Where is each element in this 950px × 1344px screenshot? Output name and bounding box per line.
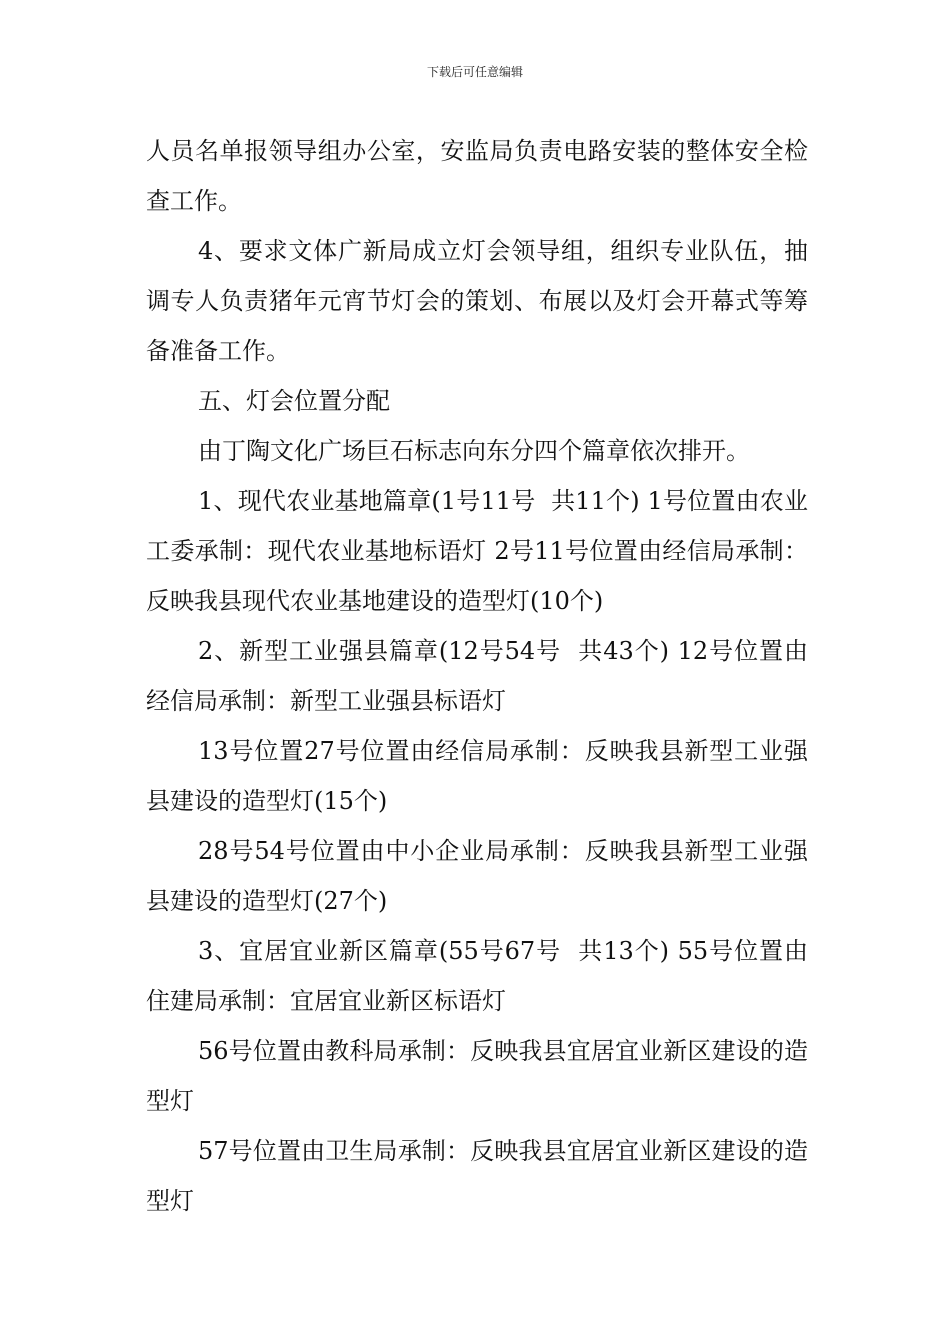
paragraph-7: 28号54号位置由中小企业局承制：反映我县新型工业强县建设的造型灯(27个): [146, 837, 808, 915]
paragraph-5: 2、新型工业强县篇章(12号54号 共43个) 12号位置由经信局承制：新型工业强县标语灯: [146, 637, 808, 715]
paragraph-2: 4、要求文体广新局成立灯会领导组，组织专业队伍，抽调专人负责猪年元宵节灯会的策划、布展以及灯会开幕式等筹备准备工作。: [146, 237, 808, 365]
paragraph-6: 13号位置27号位置由经信局承制：反映我县新型工业强县建设的造型灯(15个): [146, 737, 808, 815]
paragraph-10: 57号位置由卫生局承制：反映我县宜居宜业新区建设的造型灯: [146, 1137, 808, 1215]
paragraph-3: 由丁陶文化广场巨石标志向东分四个篇章依次排开。: [198, 437, 750, 465]
paragraph-9: 56号位置由教科局承制：反映我县宜居宜业新区建设的造型灯: [146, 1037, 808, 1115]
paragraph-1: 人员名单报领导组办公室，安监局负责电路安装的整体安全检查工作。: [146, 137, 808, 215]
section-heading: 五、灯会位置分配: [198, 387, 390, 415]
paragraph-4: 1、现代农业基地篇章(1号11号 共11个) 1号位置由农业工委承制：现代农业基地标语灯 2号11号位置由经信局承制：反映我县现代农业基地建设的造型灯(10个): [146, 487, 808, 615]
page-header: 下载后可任意编辑: [426, 65, 523, 79]
paragraph-8: 3、宜居宜业新区篇章(55号67号 共13个) 55号位置由住建局承制：宜居宜业新区标语灯: [146, 937, 808, 1015]
document-body: [146, 126, 808, 1226]
